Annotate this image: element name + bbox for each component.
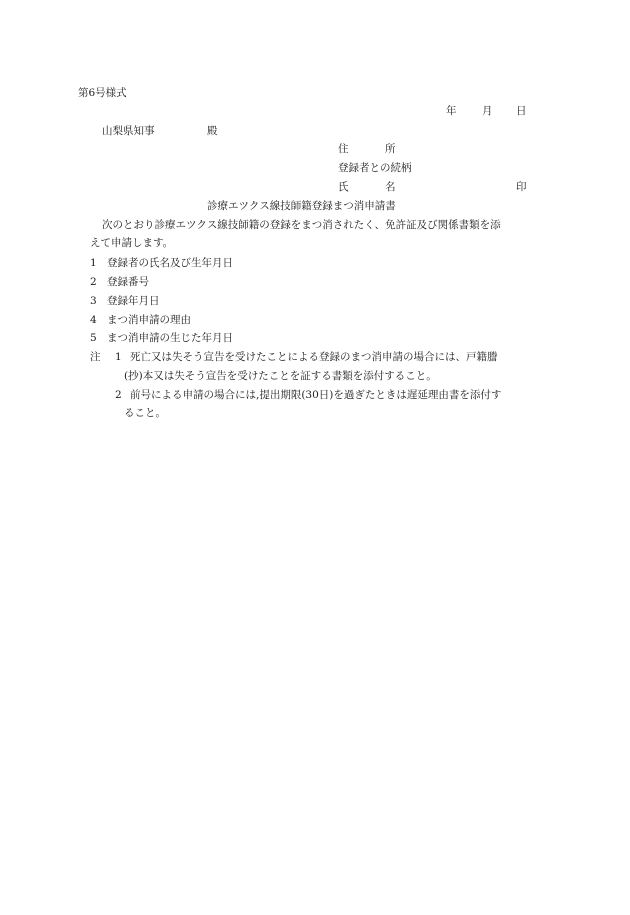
note-2-number: 2 <box>115 389 122 401</box>
document-title: 診療エツクス線技師籍登録まつ消申請書 <box>207 200 396 212</box>
name-label-second: 名 <box>385 181 396 193</box>
list-item-number: 4 <box>90 314 97 326</box>
relation-label: 登録者との続柄 <box>338 162 412 174</box>
form-number: 第6号様式 <box>78 87 127 99</box>
note-1-line-1: 死亡又は失そう宣告を受けたことによる登録のまつ消申請の場合には、戸籍謄 <box>130 351 498 363</box>
list-item-number: 3 <box>90 295 97 307</box>
address-label-second: 所 <box>385 143 396 155</box>
note-1-line-2: (抄)本又は失そう宣告を受けたことを証する書類を添付すること。 <box>124 370 437 382</box>
name-label-first: 氏 <box>338 181 349 193</box>
list-item-text: まつ消申請の理由 <box>107 314 191 326</box>
list-item-text: まつ消申請の生じた年月日 <box>107 332 233 344</box>
list-item-number: 5 <box>90 332 97 344</box>
date-day-label: 日 <box>516 105 527 117</box>
list-item-text: 登録者の氏名及び生年月日 <box>107 257 233 269</box>
address-label-first: 住 <box>338 143 349 155</box>
note-1-number: 1 <box>115 351 122 363</box>
note-2-line-1: 前号による申請の場合には,提出期限(30日)を過ぎたときは遅延理由書を添付す <box>130 389 502 401</box>
list-item-text: 登録年月日 <box>107 295 160 307</box>
list-item-number: 1 <box>90 257 97 269</box>
body-line-1: 次のとおり診療エツクス線技師籍の登録をまつ消されたく、免許証及び関係書類を添 <box>102 219 501 231</box>
list-item-text: 登録番号 <box>107 276 149 288</box>
date-month-label: 月 <box>482 105 493 117</box>
addressee-honorific: 殿 <box>207 125 218 137</box>
list-item-number: 2 <box>90 276 97 288</box>
addressee-name: 山梨県知事 <box>102 125 155 137</box>
body-line-2: えて申請します。 <box>90 237 174 249</box>
date-year-label: 年 <box>446 105 457 117</box>
seal-label: 印 <box>516 181 527 193</box>
notes-label: 注 <box>90 351 101 363</box>
note-2-line-2: ること。 <box>124 407 166 419</box>
